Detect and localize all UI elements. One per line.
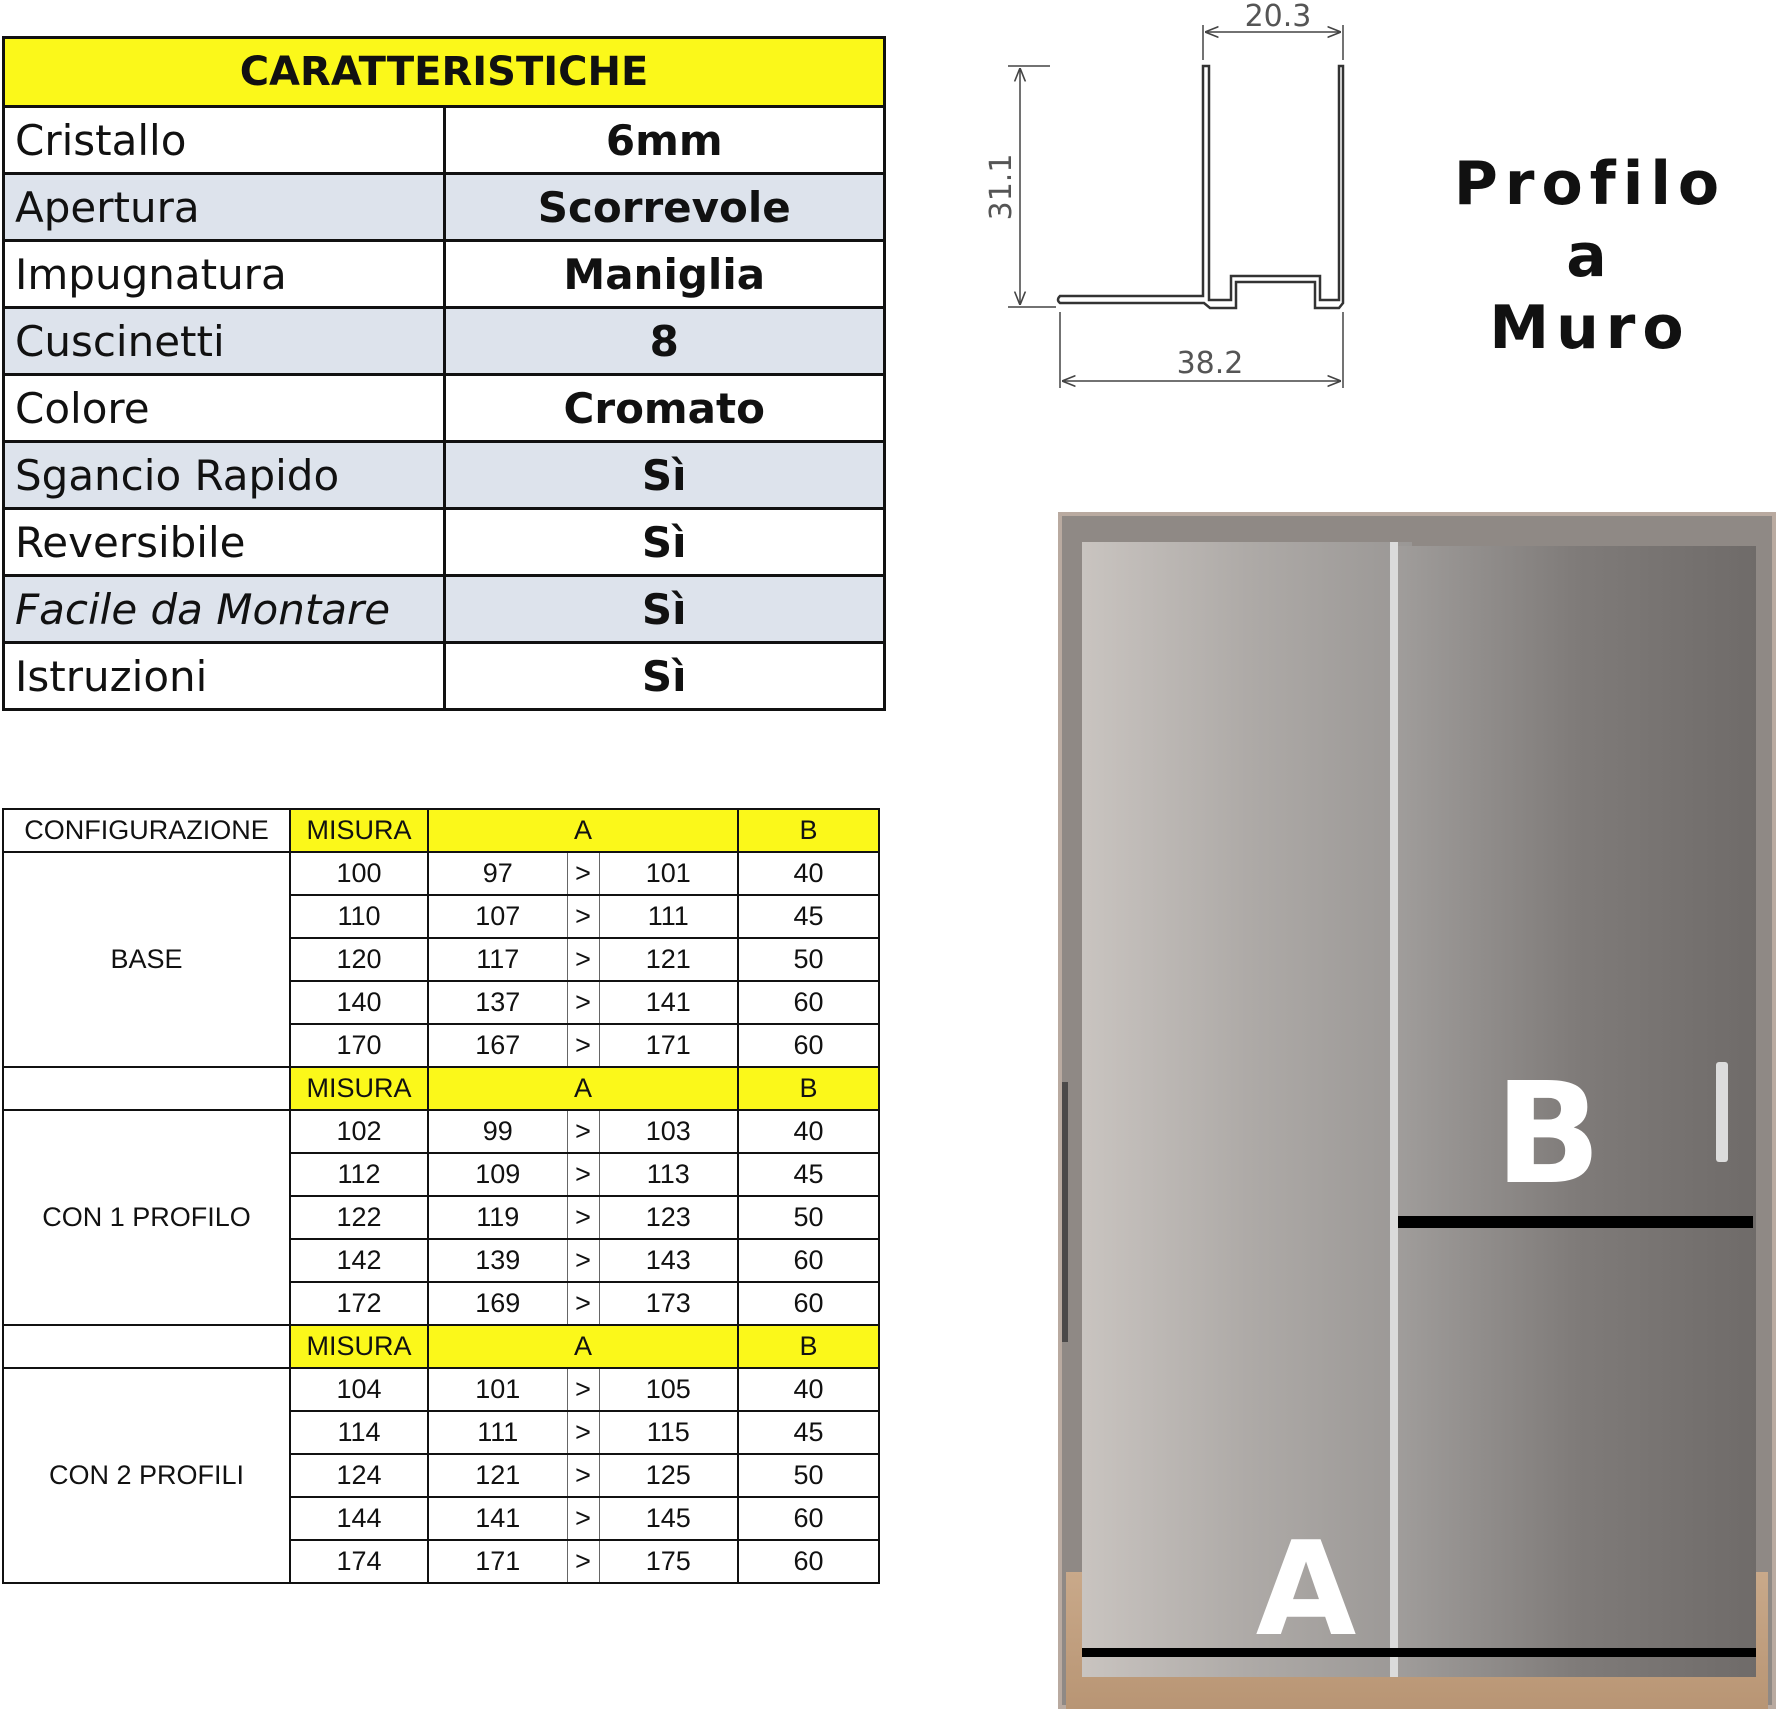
characteristic-label: Sgancio Rapido [4,442,445,509]
characteristic-label: Reversibile [4,509,445,576]
characteristics-row [4,308,885,375]
a-header: A [428,1067,738,1110]
misura-cell: 120 [290,938,428,981]
a-range-arrow: > [567,1282,599,1325]
misura-header: MISURA [290,1325,428,1368]
a-min-cell: 167 [428,1024,567,1067]
a-min-cell: 171 [428,1540,567,1583]
b-header: B [738,1067,879,1110]
b-cell: 45 [738,895,879,938]
a-header: A [428,809,738,852]
misura-header: MISURA [290,1067,428,1110]
a-range-arrow: > [567,895,599,938]
a-min-cell: 99 [428,1110,567,1153]
configuration-group-name: CON 2 PROFILI [3,1368,290,1583]
misura-cell: 114 [290,1411,428,1454]
a-min-cell: 97 [428,852,567,895]
b-cell: 60 [738,1497,879,1540]
a-max-cell: 171 [599,1024,738,1067]
door-label-a: A [1255,1513,1357,1665]
characteristics-row [4,509,885,576]
left-glass-panel [1082,542,1412,1677]
panel-divider [1390,542,1398,1677]
a-min-cell: 119 [428,1196,567,1239]
door-label-b: B [1494,1053,1602,1216]
door-handle [1716,1062,1728,1162]
characteristic-label: Istruzioni [4,643,445,710]
a-max-cell: 105 [599,1368,738,1411]
characteristic-label: Facile da Montare [4,576,445,643]
b-cell: 60 [738,1239,879,1282]
misura-cell: 142 [290,1239,428,1282]
b-cell: 50 [738,1454,879,1497]
wall-profile-drawing [960,0,1380,400]
configuration-table [2,808,880,1584]
measure-line-a [1082,1648,1756,1657]
characteristic-label: Cristallo [4,107,445,174]
misura-cell: 102 [290,1110,428,1153]
b-header: B [738,1325,879,1368]
a-range-arrow: > [567,1239,599,1282]
characteristic-label: Cuscinetti [4,308,445,375]
b-cell: 40 [738,1368,879,1411]
a-range-arrow: > [567,1497,599,1540]
a-range-arrow: > [567,938,599,981]
characteristic-value: Sì [444,643,885,710]
characteristics-row [4,375,885,442]
a-max-cell: 101 [599,852,738,895]
a-range-arrow: > [567,852,599,895]
configuration-header: CONFIGURAZIONE [3,809,290,852]
a-min-cell: 141 [428,1497,567,1540]
configuration-row [3,1110,879,1153]
b-cell: 50 [738,1196,879,1239]
configuration-header-row [3,809,879,852]
misura-cell: 100 [290,852,428,895]
characteristics-row [4,643,885,710]
misura-cell: 110 [290,895,428,938]
profile-title-line1: Profilo a [1453,149,1727,291]
characteristics-header-row [4,38,885,107]
a-min-cell: 111 [428,1411,567,1454]
b-header: B [738,809,879,852]
b-cell: 50 [738,938,879,981]
a-min-cell: 121 [428,1454,567,1497]
configuration-header-empty [3,1325,290,1368]
a-min-cell: 101 [428,1368,567,1411]
dim-height-label: 31.1 [984,153,1019,221]
a-max-cell: 143 [599,1239,738,1282]
a-range-arrow: > [567,1454,599,1497]
dim-bottom-label: 38.2 [1176,346,1244,381]
misura-cell: 140 [290,981,428,1024]
a-min-cell: 139 [428,1239,567,1282]
a-max-cell: 141 [599,981,738,1024]
characteristic-value: Sì [444,509,885,576]
characteristic-value: Cromato [444,375,885,442]
characteristics-table [2,36,886,711]
a-range-arrow: > [567,981,599,1024]
a-range-arrow: > [567,1153,599,1196]
configuration-row [3,1368,879,1411]
characteristics-row [4,241,885,308]
characteristic-value: 8 [444,308,885,375]
characteristic-value: Maniglia [444,241,885,308]
a-max-cell: 123 [599,1196,738,1239]
misura-cell: 172 [290,1282,428,1325]
profile-outline [1058,66,1343,308]
a-range-arrow: > [567,1540,599,1583]
a-range-arrow: > [567,1411,599,1454]
b-cell: 45 [738,1411,879,1454]
configuration-group-name: CON 1 PROFILO [3,1110,290,1325]
configuration-row [3,852,879,895]
a-max-cell: 173 [599,1282,738,1325]
characteristic-value: Scorrevole [444,174,885,241]
b-cell: 40 [738,1110,879,1153]
characteristics-row [4,107,885,174]
characteristics-row [4,576,885,643]
a-min-cell: 107 [428,895,567,938]
characteristic-label: Apertura [4,174,445,241]
b-cell: 40 [738,852,879,895]
a-max-cell: 145 [599,1497,738,1540]
b-cell: 60 [738,1540,879,1583]
b-cell: 60 [738,1024,879,1067]
misura-cell: 144 [290,1497,428,1540]
shower-door-illustration [1058,512,1776,1709]
a-max-cell: 103 [599,1110,738,1153]
a-range-arrow: > [567,1196,599,1239]
misura-cell: 170 [290,1024,428,1067]
a-min-cell: 169 [428,1282,567,1325]
characteristics-title: CARATTERISTICHE [4,38,885,107]
configuration-header-row [3,1067,879,1110]
measure-line-b [1398,1216,1753,1228]
dim-top-label: 20.3 [1244,0,1312,34]
a-max-cell: 121 [599,938,738,981]
a-min-cell: 137 [428,981,567,1024]
characteristics-row [4,442,885,509]
a-min-cell: 117 [428,938,567,981]
characteristics-row [4,174,885,241]
characteristic-value: 6mm [444,107,885,174]
a-min-cell: 109 [428,1153,567,1196]
characteristic-label: Colore [4,375,445,442]
characteristic-value: Sì [444,442,885,509]
a-header: A [428,1325,738,1368]
a-range-arrow: > [567,1024,599,1067]
a-max-cell: 125 [599,1454,738,1497]
a-max-cell: 111 [599,895,738,938]
misura-cell: 122 [290,1196,428,1239]
misura-header: MISURA [290,809,428,852]
a-max-cell: 175 [599,1540,738,1583]
profile-title-line2: Muro [1489,293,1691,363]
a-max-cell: 115 [599,1411,738,1454]
a-max-cell: 113 [599,1153,738,1196]
misura-cell: 174 [290,1540,428,1583]
a-range-arrow: > [567,1110,599,1153]
configuration-header-empty [3,1067,290,1110]
configuration-group-name: BASE [3,852,290,1067]
misura-cell: 124 [290,1454,428,1497]
misura-cell: 104 [290,1368,428,1411]
b-cell: 45 [738,1153,879,1196]
characteristic-value: Sì [444,576,885,643]
characteristic-label: Impugnatura [4,241,445,308]
configuration-header-row [3,1325,879,1368]
b-cell: 60 [738,981,879,1024]
misura-cell: 112 [290,1153,428,1196]
profile-title [1420,148,1760,364]
a-range-arrow: > [567,1368,599,1411]
b-cell: 60 [738,1282,879,1325]
